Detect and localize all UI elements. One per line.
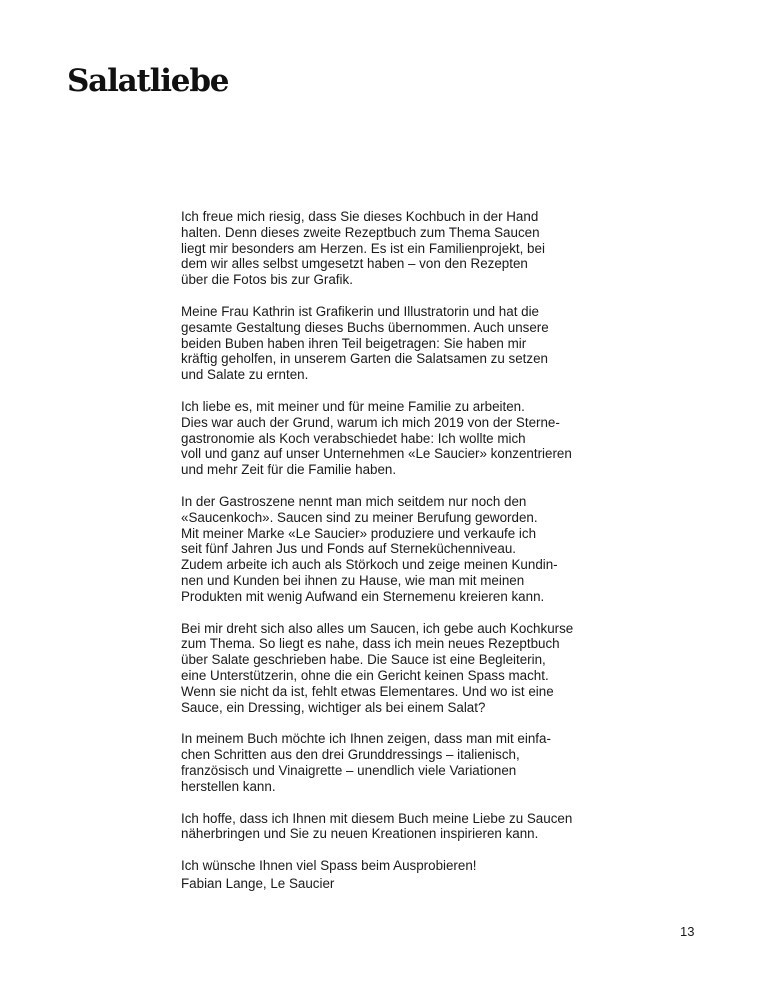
text-line: In meinem Buch möchte ich Ihnen zeigen, dass man mit einfa- <box>181 731 551 747</box>
text-line: dem wir alles selbst umgesetzt haben – von den Rezepten <box>181 256 528 272</box>
text-line: herstellen kann. <box>181 778 276 794</box>
paragraph-sauces <box>181 621 621 716</box>
text-line: über Salate geschrieben habe. Die Sauce ist eine Begleiterin, <box>181 652 546 668</box>
text-line: näherbringen und Sie zu neuen Kreationen inspirieren kann. <box>181 826 539 842</box>
text-line: französisch und Vinaigrette – unendlich viele Variationen <box>181 762 517 778</box>
text-line: und mehr Zeit für die Familie haben. <box>181 462 397 478</box>
text-line: halten. Denn dieses zweite Rezeptbuch zum Thema Saucen <box>181 224 540 240</box>
page-title: Salatliebe <box>67 63 229 99</box>
text-line: über die Fotos bis zur Grafik. <box>181 272 353 288</box>
text-line: beiden Buben haben ihren Teil beigetragen: Sie haben mir <box>181 335 527 351</box>
text-line: nen und Kunden bei ihnen zu Hause, wie man mit meinen <box>181 572 525 588</box>
signature: Fabian Lange, Le Saucier <box>181 876 335 891</box>
text-line: liegt mir besonders am Herzen. Es ist ein Familienprojekt, bei <box>181 240 545 256</box>
text-line: Ich liebe es, mit meiner und für meine Familie zu arbeiten. <box>181 398 525 414</box>
text-line: «Saucenkoch». Saucen sind zu meiner Berufung geworden. <box>181 509 538 525</box>
text-line: chen Schritten aus den drei Grunddressings – italienisch, <box>181 747 520 763</box>
text-line: eine Unterstützerin, ohne die ein Gericht keinen Spass macht. <box>181 667 549 683</box>
text-line: In der Gastroszene nennt man mich seitdem nur noch den <box>181 493 527 509</box>
text-line: gesamte Gestaltung dieses Buchs übernommen. Auch unsere <box>181 319 549 335</box>
paragraph-hope <box>181 811 621 843</box>
text-line: Dies war auch der Grund, warum ich mich 2019 von der Sterne- <box>181 414 560 430</box>
text-line: zum Thema. So liegt es nahe, dass ich mein neues Rezeptbuch <box>181 636 560 652</box>
text-line: Ich freue mich riesig, dass Sie dieses Kochbuch in der Hand <box>181 209 539 224</box>
text-line: kräftig geholfen, in unserem Garten die Salatsamen zu setzen <box>181 351 548 367</box>
paragraph-closing <box>181 858 621 874</box>
text-line: Sauce, ein Dressing, wichtiger als bei einem Salat? <box>181 699 486 715</box>
text-line: Produkten mit wenig Aufwand ein Sternemenu kreieren kann. <box>181 588 545 604</box>
text-line: Ich wünsche Ihnen viel Spass beim Ausprobieren! <box>181 858 477 874</box>
text-line: Bei mir dreht sich also alles um Saucen, ich gebe auch Kochkurse <box>181 620 574 636</box>
text-line: Ich hoffe, dass ich Ihnen mit diesem Buch meine Liebe zu Saucen <box>181 810 573 826</box>
text-line: voll und ganz auf unser Unternehmen «Le Saucier» konzentrieren <box>181 446 572 462</box>
body-text <box>181 209 621 890</box>
text-line: Meine Frau Kathrin ist Grafikerin und Illustratorin und hat die <box>181 303 540 319</box>
paragraph-family <box>181 304 621 383</box>
text-line: gastronomie als Koch verabschiedet habe: Ich wollte mich <box>181 430 526 446</box>
paragraph-career <box>181 399 621 478</box>
paragraph-intro <box>181 209 621 288</box>
paragraph-saucenkoch <box>181 494 621 605</box>
page-number: 13 <box>680 924 695 939</box>
paragraph-dressings <box>181 731 621 794</box>
text-line: seit fünf Jahren Jus und Fonds auf Sterneküchenniveau. <box>181 541 516 557</box>
text-line: und Salate zu ernten. <box>181 367 309 383</box>
text-line: Wenn sie nicht da ist, fehlt etwas Elementares. Und wo ist eine <box>181 683 554 699</box>
text-line: Mit meiner Marke «Le Saucier» produziere und verkaufe ich <box>181 525 537 541</box>
text-line: Zudem arbeite ich auch als Störkoch und zeige meinen Kundin- <box>181 557 558 573</box>
